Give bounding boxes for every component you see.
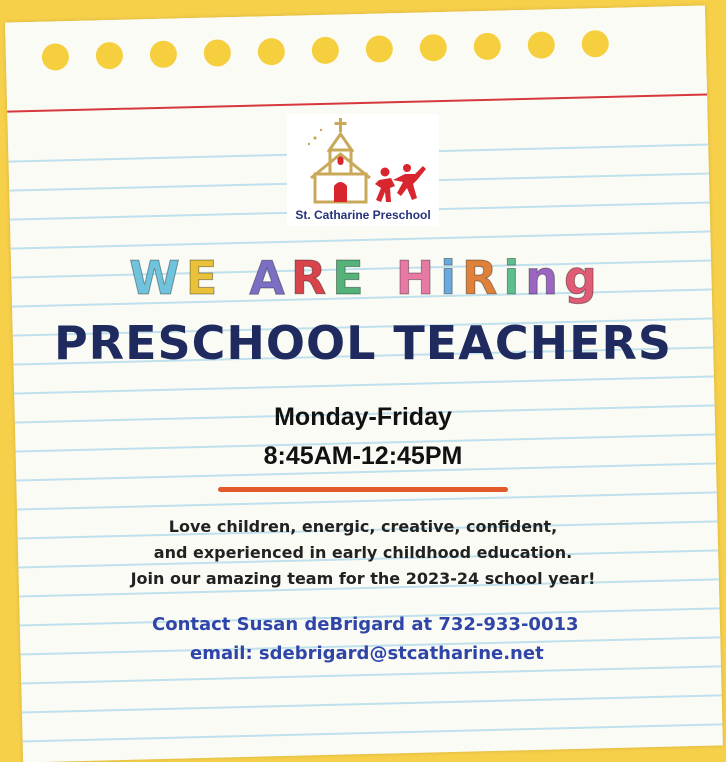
hiring-letter: R xyxy=(462,251,498,305)
we-are-hiring-banner xyxy=(0,252,726,304)
schedule-days: Monday-Friday xyxy=(274,403,452,431)
description-line: Love children, energic, creative, confident, xyxy=(168,517,558,536)
punch-hole xyxy=(581,30,609,58)
hiring-letter: R xyxy=(290,251,327,305)
description-line: Join our amazing team for the 2023-24 school year! xyxy=(130,569,596,588)
hiring-letter: n xyxy=(525,251,558,305)
punch-hole xyxy=(473,33,501,61)
headline: PRESCHOOL TEACHERS xyxy=(53,316,673,370)
description-line: and experienced in early childhood education. xyxy=(153,543,573,562)
hiring-letter: E xyxy=(332,251,364,305)
orange-underline xyxy=(218,487,508,492)
punch-hole xyxy=(150,40,178,68)
job-description xyxy=(0,514,726,592)
punch-hole xyxy=(258,38,286,66)
punch-hole xyxy=(365,35,393,63)
punch-hole xyxy=(204,39,232,67)
hiring-letter: i xyxy=(503,251,520,305)
schedule-hours: 8:45AM-12:45PM xyxy=(263,442,463,470)
contact-phone: Contact Susan deBrigard at 732-933-0013 xyxy=(152,614,579,635)
hiring-letter: g xyxy=(563,251,597,305)
hiring-letter: H xyxy=(395,251,435,305)
punch-hole xyxy=(312,37,340,65)
punch-hole xyxy=(42,43,70,71)
punch-hole xyxy=(419,34,447,62)
hiring-letter: i xyxy=(440,251,457,305)
logo-text: St. Catharine Preschool xyxy=(295,208,431,222)
contact-email[interactable]: email: sdebrigard@stcatharine.net xyxy=(190,643,544,664)
punch-hole xyxy=(527,31,555,59)
hiring-letter: W xyxy=(129,251,180,305)
hiring-letter: A xyxy=(249,251,285,305)
church-children-icon xyxy=(287,114,439,210)
hiring-letter: E xyxy=(185,251,218,305)
preschool-logo xyxy=(287,114,439,226)
punch-hole xyxy=(96,42,124,70)
